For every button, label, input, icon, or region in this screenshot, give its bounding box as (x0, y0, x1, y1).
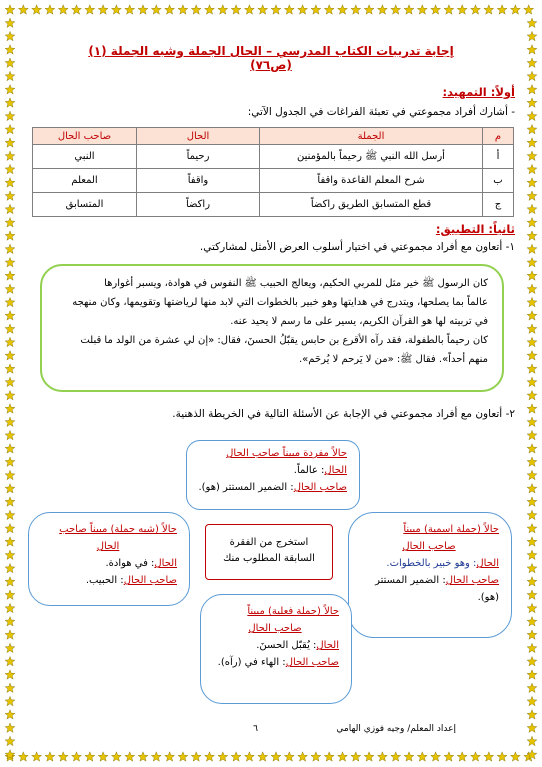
star-icon (5, 377, 15, 386)
star-icon (5, 444, 15, 453)
hal-value: : في هوادة. (105, 558, 155, 569)
star-icon (5, 736, 15, 745)
star-icon (5, 524, 15, 533)
star-icon (5, 577, 15, 586)
cell-hal: واقفاً (137, 169, 260, 193)
star-icon (205, 5, 215, 14)
star-icon (417, 752, 427, 761)
star-icon (527, 98, 537, 107)
star-icon (527, 18, 537, 27)
map-box-mufrada (186, 440, 360, 510)
cell-num: ب (483, 169, 514, 193)
star-icon (18, 5, 28, 14)
star-icon (5, 5, 15, 14)
star-icon (5, 204, 15, 213)
star-icon (5, 98, 15, 107)
map-box-fiiliya (200, 594, 352, 704)
star-icon (527, 204, 537, 213)
star-icon (527, 617, 537, 626)
star-icon (527, 337, 537, 346)
star-icon (524, 752, 534, 761)
cell-num: ج (483, 193, 514, 217)
star-icon (5, 164, 15, 173)
star-icon (5, 643, 15, 652)
star-icon (404, 752, 414, 761)
star-icon (527, 271, 537, 280)
star-icon (527, 670, 537, 679)
center-line: السابقة المطلوب منك (223, 553, 315, 564)
sahib-value: : الضمير المستتر (375, 575, 446, 586)
col-header-sahib: صاحب الحال (33, 128, 137, 145)
star-icon (5, 752, 15, 761)
col-header-num: م (483, 128, 514, 145)
star-icon (527, 577, 537, 586)
star-icon (527, 683, 537, 692)
star-icon (138, 5, 148, 14)
star-icon (5, 510, 15, 519)
star-icon (457, 5, 467, 14)
star-icon (324, 752, 334, 761)
star-icon (5, 85, 15, 94)
star-icon (45, 5, 55, 14)
star-icon (98, 752, 108, 761)
q2-instruction: ٢- أتعاون مع أفراد مجموعتي في الإجابة عن الأسئلة التالية في الخريطة الذهنية. (172, 408, 515, 420)
star-icon (218, 752, 228, 761)
sahib-label: صاحب الحال (293, 482, 347, 493)
star-icon (527, 723, 537, 732)
star-icon (527, 510, 537, 519)
cell-hal: رحيماً (137, 145, 260, 169)
star-icon (527, 311, 537, 320)
star-icon (284, 5, 294, 14)
hal-value: : يُقبّل الحسنَ. (256, 640, 317, 651)
star-icon (527, 524, 537, 533)
star-icon (5, 696, 15, 705)
star-icon (5, 563, 15, 572)
star-icon (231, 752, 241, 761)
star-icon (5, 603, 15, 612)
map-box-shibh (28, 512, 190, 606)
hal-value: : وهو خبير بالخطوات. (386, 558, 477, 569)
star-icon (338, 5, 348, 14)
star-icon (5, 710, 15, 719)
star-icon (527, 497, 537, 506)
sahib-label: صاحب الحال (285, 657, 339, 668)
cell-sentence: أرسل الله النبي ﷺ رحيماً بالمؤمنين (260, 145, 483, 169)
star-icon (298, 5, 308, 14)
star-icon (58, 752, 68, 761)
star-icon (5, 364, 15, 373)
cell-sentence: قطع المتسابق الطريق راكضاً (260, 193, 483, 217)
star-icon (5, 484, 15, 493)
hal-value: : عالماً. (293, 465, 325, 476)
star-icon (527, 391, 537, 400)
star-icon (527, 457, 537, 466)
star-icon (527, 45, 537, 54)
box-heading-cont: الحال (96, 541, 120, 552)
footer-author: إعداد المعلم/ وجيه فوزي الهامي (336, 724, 456, 734)
star-icon (527, 258, 537, 267)
star-icon (98, 5, 108, 14)
star-icon (527, 31, 537, 40)
star-icon (5, 404, 15, 413)
star-icon (527, 297, 537, 306)
star-icon (5, 497, 15, 506)
box-heading: حالاً (شبه جملة) مبيناً صاحب (59, 524, 177, 535)
star-icon (5, 178, 15, 187)
star-icon (527, 324, 537, 333)
star-icon (527, 178, 537, 187)
sahib-value: : الضمير المستتر (هو). (198, 482, 294, 493)
star-icon (527, 138, 537, 147)
star-icon (5, 218, 15, 227)
star-icon (527, 590, 537, 599)
star-icon (5, 138, 15, 147)
star-icon (245, 752, 255, 761)
map-box-ismiya (348, 512, 512, 638)
star-icon (258, 5, 268, 14)
star-icon (178, 752, 188, 761)
star-icon (527, 125, 537, 134)
star-icon (5, 590, 15, 599)
star-icon (45, 752, 55, 761)
star-icon (245, 5, 255, 14)
star-icon (527, 164, 537, 173)
star-icon (524, 5, 534, 14)
col-header-sentence: الجملة (260, 128, 483, 145)
star-icon (165, 5, 175, 14)
passage-line: في تربيته لها هو القرآن الكريم، يسير على ما رسم لا يحيد عنه. (230, 316, 488, 327)
star-icon (5, 284, 15, 293)
star-icon (112, 752, 122, 761)
star-icon (298, 752, 308, 761)
star-icon (527, 696, 537, 705)
q1-instruction: ١- أتعاون مع أفراد مجموعتي في اختيار أسلوب العرض الأمثل لمشاركتي. (199, 241, 515, 253)
star-icon (431, 752, 441, 761)
star-icon (5, 111, 15, 120)
star-icon (431, 5, 441, 14)
star-icon (527, 430, 537, 439)
cell-sentence: شرح المعلم القاعدة واقفاً (260, 169, 483, 193)
star-icon (391, 752, 401, 761)
section-heading-apply: ثانياً: التطبيق: (435, 222, 515, 236)
hal-label: الحال (476, 558, 499, 569)
star-icon (151, 5, 161, 14)
star-icon (527, 404, 537, 413)
star-icon (527, 710, 537, 719)
star-icon (527, 377, 537, 386)
cell-hal: راكضاً (137, 193, 260, 217)
star-icon (5, 324, 15, 333)
star-icon (471, 5, 481, 14)
section-heading-intro: أولاً: التمهيد: (442, 85, 515, 99)
star-icon (32, 752, 42, 761)
footer-page-number: ٦ (253, 724, 258, 734)
star-icon (5, 430, 15, 439)
star-icon (5, 470, 15, 479)
star-icon (5, 723, 15, 732)
star-icon (527, 736, 537, 745)
star-icon (5, 630, 15, 639)
star-icon (311, 5, 321, 14)
star-icon (527, 191, 537, 200)
star-icon (364, 5, 374, 14)
col-header-hal: الحال (137, 128, 260, 145)
star-icon (404, 5, 414, 14)
star-icon (205, 752, 215, 761)
star-icon (85, 5, 95, 14)
star-icon (191, 5, 201, 14)
hal-table (32, 127, 514, 217)
star-icon (231, 5, 241, 14)
star-icon (284, 752, 294, 761)
star-icon (511, 5, 521, 14)
star-icon (178, 5, 188, 14)
star-icon (311, 752, 321, 761)
star-icon (5, 58, 15, 67)
star-icon (527, 111, 537, 120)
star-icon (527, 231, 537, 240)
star-icon (444, 5, 454, 14)
star-icon (5, 244, 15, 253)
table-row (33, 193, 514, 217)
star-icon (271, 5, 281, 14)
star-icon (457, 752, 467, 761)
star-icon (72, 752, 82, 761)
star-icon (5, 550, 15, 559)
passage-line: كان الرسول ﷺ خير مثل للمربي الحكيم، ويعالج الحبيب ﷺ النفوس في هوادة، ويسبر أغوارها (104, 278, 488, 289)
star-icon (351, 752, 361, 761)
star-icon (527, 244, 537, 253)
star-icon (378, 5, 388, 14)
box-heading: حالاً مفردة مبيناً صاحب الحال (226, 448, 347, 459)
star-icon (527, 85, 537, 94)
star-icon (378, 752, 388, 761)
star-icon (191, 752, 201, 761)
star-icon (258, 752, 268, 761)
map-center-box (205, 524, 333, 580)
sahib-label: صاحب الحال (123, 575, 177, 586)
star-icon (125, 5, 135, 14)
star-icon (527, 58, 537, 67)
star-icon (5, 670, 15, 679)
star-icon (32, 5, 42, 14)
passage-line: منهم أحداً». فقال ﷺ: «من لا يَرحم لا يُرحَم». (298, 354, 488, 365)
star-icon (511, 752, 521, 761)
cell-sahib: المتسابق (33, 193, 137, 217)
star-icon (527, 364, 537, 373)
star-icon (527, 563, 537, 572)
box-heading-cont: صاحب الحال (402, 541, 456, 552)
star-icon (527, 284, 537, 293)
table-row (33, 145, 514, 169)
star-icon (5, 391, 15, 400)
star-icon (5, 683, 15, 692)
star-icon (484, 5, 494, 14)
star-icon (5, 750, 15, 759)
star-icon (72, 5, 82, 14)
star-icon (5, 311, 15, 320)
passage-line: كان رحيماً بالطفولة، فقد رآه الأقرع بن حابس يقبّلُ الحسنَ، فقال: «إن لي عشرة من الولد ما قبلت (80, 335, 488, 346)
box-heading: حالاً (جملة فعلية) مبيناً (247, 606, 339, 617)
star-icon (527, 470, 537, 479)
passage-box (40, 264, 504, 392)
sahib-label: صاحب الحال (445, 575, 499, 586)
star-icon (5, 31, 15, 40)
center-line: استخرج من الفقرة (229, 537, 309, 548)
hal-label: الحال (324, 465, 347, 476)
star-icon (5, 417, 15, 426)
box-heading-cont: صاحب الحال (248, 623, 302, 634)
star-icon (85, 752, 95, 761)
star-icon (138, 752, 148, 761)
box-heading: حالاً (جملة اسمية) مبيناً (403, 524, 499, 535)
star-icon (497, 5, 507, 14)
star-icon (5, 151, 15, 160)
star-icon (338, 752, 348, 761)
cell-num: أ (483, 145, 514, 169)
star-icon (5, 125, 15, 134)
star-icon (527, 417, 537, 426)
star-icon (5, 351, 15, 360)
star-icon (271, 752, 281, 761)
star-icon (5, 18, 15, 27)
star-icon (5, 231, 15, 240)
sahib-value: : الهاء في (رآه). (217, 657, 286, 668)
sahib-value-cont: (هو). (477, 592, 499, 603)
star-icon (151, 752, 161, 761)
star-icon (58, 5, 68, 14)
star-icon (5, 258, 15, 267)
star-icon (351, 5, 361, 14)
table-row (33, 169, 514, 193)
star-icon (5, 537, 15, 546)
star-icon (527, 351, 537, 360)
star-icon (417, 5, 427, 14)
star-icon (527, 444, 537, 453)
star-icon (18, 752, 28, 761)
star-icon (5, 45, 15, 54)
star-icon (5, 297, 15, 306)
page-title: إجابة تدريبات الكتاب المدرسي – الحال الجملة وشبه الجملة (١) (ص٧٦) (88, 44, 454, 72)
star-icon (391, 5, 401, 14)
star-icon (5, 271, 15, 280)
hal-label: الحال (316, 640, 339, 651)
star-icon (5, 657, 15, 666)
star-icon (527, 484, 537, 493)
star-icon (527, 657, 537, 666)
star-icon (527, 643, 537, 652)
star-icon (218, 5, 228, 14)
sahib-value: : الحبيب. (85, 575, 124, 586)
star-icon (324, 5, 334, 14)
star-icon (497, 752, 507, 761)
star-icon (527, 750, 537, 759)
star-icon (5, 337, 15, 346)
star-icon (5, 191, 15, 200)
star-icon (527, 603, 537, 612)
cell-sahib: النبي (33, 145, 137, 169)
star-icon (527, 550, 537, 559)
star-icon (527, 151, 537, 160)
star-icon (5, 71, 15, 80)
hal-label: الحال (154, 558, 177, 569)
star-icon (527, 537, 537, 546)
star-icon (5, 617, 15, 626)
star-icon (527, 71, 537, 80)
star-icon (484, 752, 494, 761)
star-icon (527, 218, 537, 227)
star-icon (527, 630, 537, 639)
table-instruction: - أشارك أفراد مجموعتي في تعبئة الفراغات في الجدول الآتي: (247, 106, 515, 118)
star-icon (5, 457, 15, 466)
star-icon (125, 752, 135, 761)
cell-sahib: المعلم (33, 169, 137, 193)
passage-line: عالماً بما يصلحها، ويتدرج في هدايتها وهو خبير بالخطوات التي لابد منها لرياضتها وتقويمها، وكان منهجه (72, 297, 488, 308)
star-icon (364, 752, 374, 761)
star-icon (112, 5, 122, 14)
star-icon (444, 752, 454, 761)
star-icon (471, 752, 481, 761)
star-icon (165, 752, 175, 761)
